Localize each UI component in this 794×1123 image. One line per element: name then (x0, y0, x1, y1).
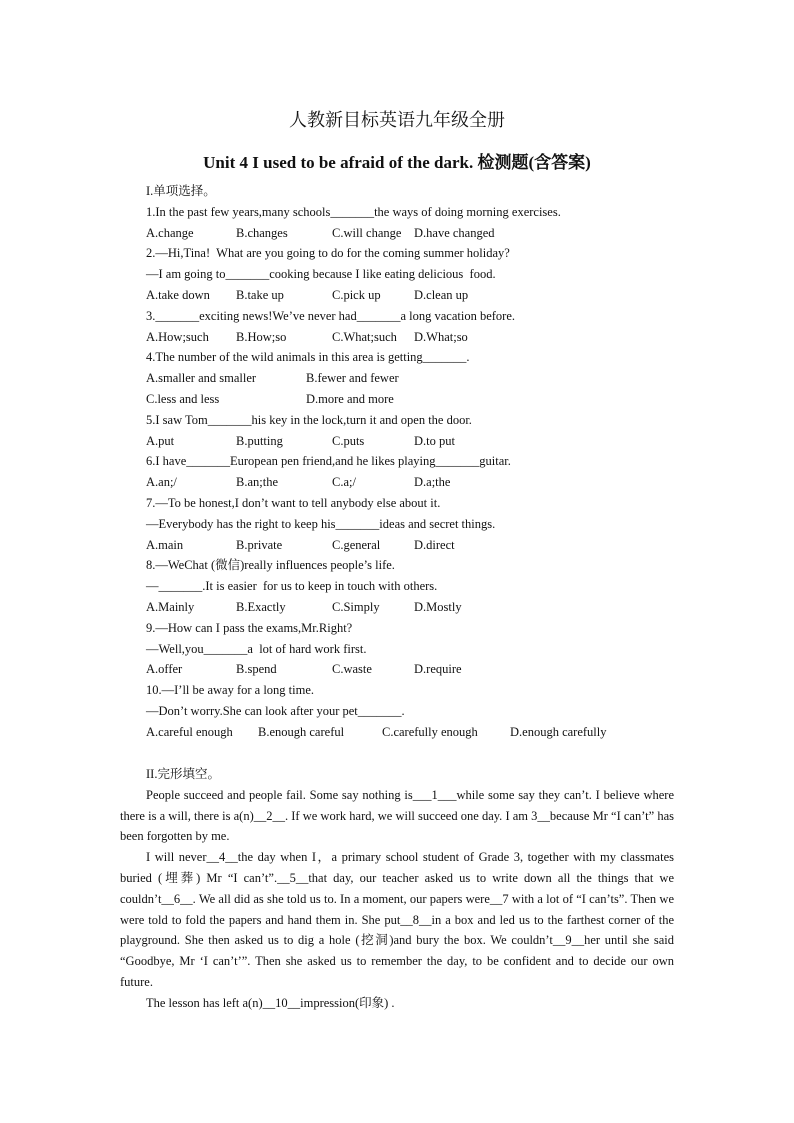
document-subtitle: Unit 4 I used to be afraid of the dark. 检测题(含答案) (203, 153, 591, 172)
option-row (146, 223, 746, 244)
answer-option: D.a;the (414, 475, 451, 490)
option-row (146, 722, 746, 743)
answer-option: D.Mostly (414, 599, 462, 614)
answer-option: A.take down (146, 287, 210, 302)
answer-option: A.main (146, 537, 184, 552)
option-row (146, 597, 746, 618)
answer-option: C.waste (332, 662, 372, 677)
answer-option: D.What;so (414, 329, 468, 344)
answer-option: C.will change (332, 225, 402, 240)
option-row (146, 368, 746, 389)
answer-option: B.take up (236, 287, 284, 302)
question-dialogue-line: —I am going to_______cooking because I like eating delicious food. (146, 267, 496, 282)
answer-option: D.more and more (306, 391, 394, 406)
question-stem: 5.I saw Tom_______his key in the lock,turn it and open the door. (146, 412, 472, 427)
question-stem: 3._______exciting news!We’ve never had_______a long vacation before. (146, 308, 516, 323)
answer-option: D.clean up (414, 287, 469, 302)
section-heading: II.完形填空。 (146, 767, 220, 781)
answer-option: C.Simply (332, 599, 380, 614)
answer-option: B.fewer and fewer (306, 371, 399, 386)
cloze-paragraph: I will never__4__the day when I，a primary school student of Grade 3, together with my classmates buried (埋葬) Mr “I can’t”.__5__that day, our teacher asked us to write down all the things that we couldn’t__6__. We all did as she told us to. In a moment, our papers were__7 with a lot of “I can’ts”. Then we were told to fold the papers and hand them in. She put__8__in a box and led us to the farthest corner of the playground. She then asked us to dig a hole (挖洞)and bury the box. We couldn’t__9__her until she said “Goodbye, Mr ‘I can’t’”. Then she asked us to remember the day, to be confident and to decide our own future. (120, 850, 674, 989)
answer-option: D.enough carefully (510, 724, 607, 739)
answer-option: C.carefully enough (382, 724, 478, 739)
option-row (146, 389, 746, 410)
question-dialogue-line: —_______.It is easier for us to keep in touch with others. (146, 579, 438, 594)
answer-option: B.spend (236, 662, 277, 677)
question-list (146, 202, 746, 743)
cloze-section (120, 764, 674, 1014)
question-dialogue-line: —Well,you_______a lot of hard work first. (146, 641, 367, 656)
answer-option: A.smaller and smaller (146, 371, 257, 386)
question-dialogue-line: —Don’t worry.She can look after your pet_______. (146, 703, 405, 718)
answer-option: A.How;such (146, 329, 209, 344)
cloze-passage (120, 785, 674, 1014)
answer-option: B.changes (236, 225, 288, 240)
answer-option: D.require (414, 662, 462, 677)
cloze-paragraph: People succeed and people fail. Some say nothing is___1___while some say they can’t. I believe where there is a will, there is a(n)__2__. If we work hard, we will succeed one day. I am 3__because Mr “I can’t” has been forgotten by me. (120, 787, 674, 844)
answer-option: D.to put (414, 433, 455, 448)
answer-option: B.putting (236, 433, 283, 448)
document-title: 人教新目标英语九年级全册 (289, 110, 505, 130)
multiple-choice-section (146, 181, 746, 743)
question-stem: 9.—How can I pass the exams,Mr.Right? (146, 620, 353, 635)
cloze-paragraph: The lesson has left a(n)__10__impression(印象) . (146, 995, 395, 1010)
option-row (146, 285, 746, 306)
answer-option: B.an;the (236, 475, 279, 490)
question-stem: 4.The number of the wild animals in this area is getting_______. (146, 350, 470, 365)
answer-option: A.offer (146, 662, 183, 677)
answer-option: C.a;/ (332, 475, 356, 490)
question-stem: 8.—WeChat (微信)really influences people’s life. (146, 558, 395, 573)
option-row (146, 431, 746, 452)
answer-option: C.puts (332, 433, 365, 448)
answer-option: D.have changed (414, 225, 495, 240)
question-stem: 1.In the past few years,many schools_______the ways of doing morning exercises. (146, 204, 561, 219)
question-dialogue-line: —Everybody has the right to keep his_______ideas and secret things. (146, 516, 496, 531)
question-stem: 7.—To be honest,I don’t want to tell anybody else about it. (146, 495, 441, 510)
answer-option: A.an;/ (146, 475, 177, 490)
answer-option: B.private (236, 537, 283, 552)
answer-option: A.Mainly (146, 599, 195, 614)
answer-option: B.enough careful (258, 724, 345, 739)
answer-option: B.Exactly (236, 599, 286, 614)
section-heading: I.单项选择。 (146, 184, 216, 198)
option-row (146, 659, 746, 680)
answer-option: C.less and less (146, 391, 220, 406)
option-row (146, 472, 746, 493)
answer-option: D.direct (414, 537, 455, 552)
answer-option: A.careful enough (146, 724, 233, 739)
option-row (146, 327, 746, 348)
question-stem: 2.—Hi,Tina! What are you going to do for the coming summer holiday? (146, 246, 510, 261)
answer-option: C.What;such (332, 329, 397, 344)
answer-option: B.How;so (236, 329, 287, 344)
answer-option: A.put (146, 433, 175, 448)
question-stem: 10.—I’ll be away for a long time. (146, 683, 315, 698)
answer-option: A.change (146, 225, 194, 240)
answer-option: C.pick up (332, 287, 381, 302)
answer-option: C.general (332, 537, 381, 552)
option-row (146, 535, 746, 556)
question-stem: 6.I have_______European pen friend,and he likes playing_______guitar. (146, 454, 511, 469)
